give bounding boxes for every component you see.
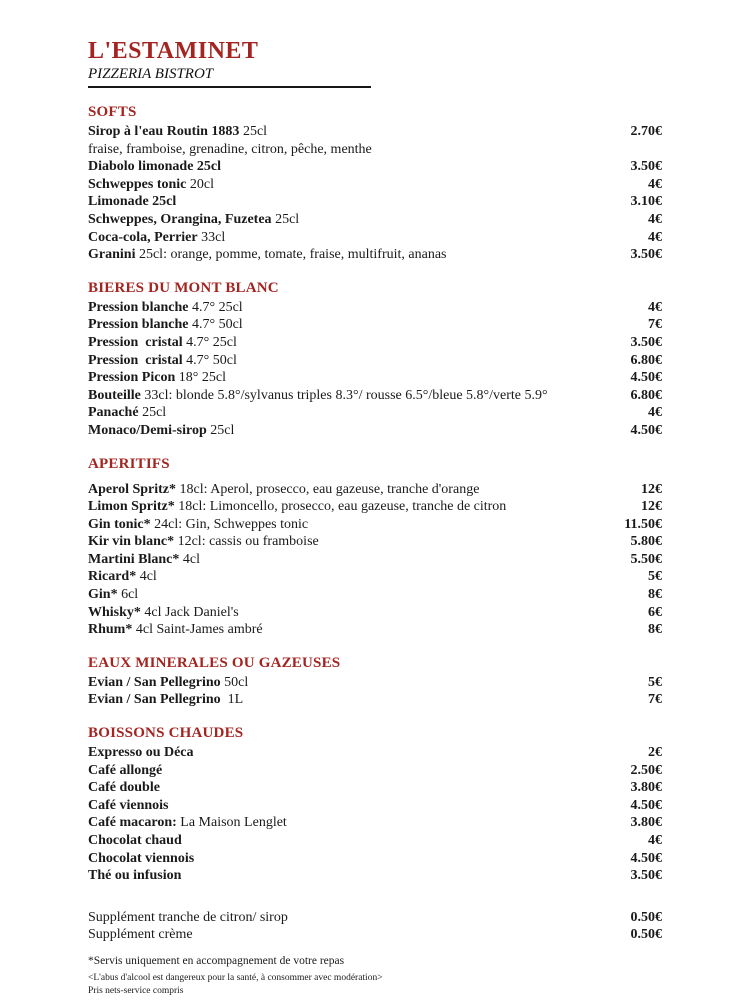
item-name: Whisky* 4cl Jack Daniel's	[88, 604, 239, 620]
menu-section	[88, 279, 662, 440]
item-price: 0.50€	[630, 909, 662, 925]
item-price: 6.80€	[630, 387, 662, 403]
menu-item-row	[88, 814, 662, 832]
item-name: Expresso ou Déca	[88, 745, 194, 761]
menu-item-row	[88, 621, 662, 639]
item-name: Diabolo limonade 25cl	[88, 159, 222, 175]
item-name: Coca-cola, Perrier 33cl	[88, 229, 226, 245]
item-name: Martini Blanc* 4cl	[88, 551, 200, 567]
menu-item-row	[88, 516, 662, 534]
item-price: 7€	[648, 317, 662, 333]
menu-item-row	[88, 926, 662, 944]
menu-item-row	[88, 481, 662, 499]
item-name: Panaché 25cl	[88, 405, 167, 421]
menu-item-row	[88, 867, 662, 885]
menu-item-row	[88, 779, 662, 797]
item-name: Granini 25cl: orange, pomme, tomate, fraise, multifruit, ananas	[88, 247, 447, 263]
item-name: Chocolat chaud	[88, 833, 182, 848]
footnote: <L'abus d'alcool est dangereux pour la santé, à consommer avec modération>	[88, 972, 383, 983]
menu-section	[88, 724, 662, 885]
item-price: 4€	[648, 833, 662, 848]
item-name: Ricard* 4cl	[88, 569, 157, 585]
page-subtitle: PIZZERIA BISTROT	[88, 66, 214, 82]
menu-item-row	[88, 744, 662, 762]
section-heading: BIERES DU MONT BLANC	[88, 279, 279, 296]
item-name: Aperol Spritz* 18cl: Aperol, prosecco, eau gazeuse, tranche d'orange	[88, 481, 480, 497]
menu-item-row	[88, 404, 662, 422]
item-name: Supplément crème	[88, 927, 193, 943]
menu-item-row	[88, 246, 662, 264]
item-name: Café allongé	[88, 762, 163, 778]
menu-section	[88, 909, 662, 944]
item-name: Monaco/Demi-sirop 25cl	[88, 422, 235, 438]
menu-item-row	[88, 691, 662, 709]
menu-item-row	[88, 909, 662, 927]
item-price: 2.70€	[630, 124, 662, 139]
item-name: Kir vin blanc* 12cl: cassis ou framboise	[88, 534, 319, 550]
item-name: Schweppes tonic 20cl	[88, 176, 215, 192]
item-price: 3.10€	[630, 194, 662, 210]
item-price: 8€	[648, 622, 662, 638]
item-name: Café macaron: La Maison Lenglet	[88, 815, 287, 831]
menu-item-row	[88, 369, 662, 387]
page-title: L'ESTAMINET	[88, 38, 259, 64]
item-name: Pression Picon 18° 25cl	[88, 370, 226, 386]
item-price: 5.50€	[630, 551, 662, 567]
menu-item-row	[88, 674, 662, 692]
header-divider	[88, 86, 371, 88]
menu-item-row	[88, 211, 662, 229]
section-heading: BOISSONS CHAUDES	[88, 725, 244, 742]
item-name: Café double	[88, 780, 160, 796]
menu-item-row	[88, 762, 662, 780]
item-price: 11.50€	[624, 516, 662, 532]
item-name: Gin tonic* 24cl: Gin, Schweppes tonic	[88, 516, 309, 532]
menu-item-row	[88, 352, 662, 370]
item-description: fraise, framboise, grenadine, citron, pêche, menthe	[88, 141, 372, 157]
item-price: 2.50€	[630, 762, 662, 778]
menu-item-row	[88, 387, 662, 405]
item-price: 12€	[641, 481, 662, 497]
item-price: 4€	[648, 176, 662, 192]
item-name: Pression blanche 4.7° 25cl	[88, 299, 243, 315]
item-name: Bouteille 33cl: blonde 5.8°/sylvanus triples 8.3°/ rousse 6.5°/bleue 5.8°/verte 5.9°	[88, 387, 548, 403]
item-name: Rhum* 4cl Saint-James ambré	[88, 622, 263, 638]
section-heading: EAUX MINERALES OU GAZEUSES	[88, 654, 341, 671]
menu-footnotes	[88, 954, 662, 998]
menu-item-row	[88, 568, 662, 586]
item-price: 6.80€	[630, 352, 662, 368]
item-price: 4.50€	[630, 422, 662, 438]
item-price: 4€	[648, 211, 662, 227]
section-heading: APERITIFS	[88, 455, 170, 472]
menu-section	[88, 103, 662, 264]
item-name: Gin* 6cl	[88, 587, 139, 603]
item-price: 3.50€	[630, 334, 662, 350]
item-price: 4€	[648, 299, 662, 315]
item-price: 0.50€	[630, 927, 662, 943]
item-price: 3.80€	[630, 780, 662, 796]
item-name: Pression cristal 4.7° 50cl	[88, 352, 237, 368]
menu-item-row	[88, 498, 662, 516]
menu-item-row	[88, 334, 662, 352]
item-price: 4.50€	[630, 370, 662, 386]
menu-content	[88, 38, 662, 998]
menu-item-row	[88, 229, 662, 247]
menu-sections	[88, 103, 662, 944]
item-price: 3.50€	[630, 868, 662, 884]
item-price: 5€	[648, 569, 662, 585]
item-name: Limon Spritz* 18cl: Limoncello, prosecco, eau gazeuse, tranche de citron	[88, 499, 507, 515]
menu-item-row	[88, 850, 662, 868]
item-price: 4€	[648, 405, 662, 421]
menu-item-row	[88, 533, 662, 551]
item-price: 3.50€	[630, 159, 662, 175]
item-price: 3.50€	[630, 247, 662, 263]
item-name: Sirop à l'eau Routin 1883 25cl	[88, 124, 268, 139]
item-name: Limonade 25cl	[88, 194, 177, 210]
item-name: Supplément tranche de citron/ sirop	[88, 909, 288, 925]
item-name: Café viennois	[88, 797, 169, 813]
item-price: 5.80€	[630, 534, 662, 550]
item-name: Evian / San Pellegrino 50cl	[88, 674, 249, 690]
menu-item-row	[88, 551, 662, 569]
menu-item-row	[88, 176, 662, 194]
item-price: 5€	[648, 674, 662, 690]
item-name: Chocolat viennois	[88, 850, 195, 866]
item-price: 4.50€	[630, 797, 662, 813]
menu-section	[88, 654, 662, 709]
item-price: 12€	[641, 499, 662, 515]
item-price: 2€	[648, 745, 662, 761]
menu-item-row	[88, 193, 662, 211]
section-heading: SOFTS	[88, 104, 137, 120]
item-price: 7€	[648, 692, 662, 708]
menu-item-row	[88, 604, 662, 622]
item-name: Evian / San Pellegrino 1L	[88, 692, 244, 708]
menu-item-row	[88, 316, 662, 334]
item-price: 4.50€	[630, 850, 662, 866]
item-name: Thé ou infusion	[88, 868, 182, 884]
menu-item-row	[88, 422, 662, 440]
item-price: 8€	[648, 587, 662, 603]
item-price: 6€	[648, 604, 662, 620]
menu-item-row	[88, 832, 662, 850]
menu-section	[88, 455, 662, 639]
item-price: 4€	[648, 229, 662, 245]
footnote: Pris nets-service compris	[88, 985, 184, 996]
menu-item-row	[88, 123, 662, 141]
menu-item-row	[88, 586, 662, 604]
item-name: Schweppes, Orangina, Fuzetea 25cl	[88, 211, 300, 227]
item-price: 3.80€	[630, 815, 662, 831]
item-name: Pression blanche 4.7° 50cl	[88, 317, 243, 333]
footnote: *Servis uniquement en accompagnement de votre repas	[88, 954, 345, 967]
menu-item-row	[88, 299, 662, 317]
menu-item-row	[88, 797, 662, 815]
menu-item-row	[88, 158, 662, 176]
menu-header	[88, 38, 662, 88]
item-name: Pression cristal 4.7° 25cl	[88, 334, 237, 350]
